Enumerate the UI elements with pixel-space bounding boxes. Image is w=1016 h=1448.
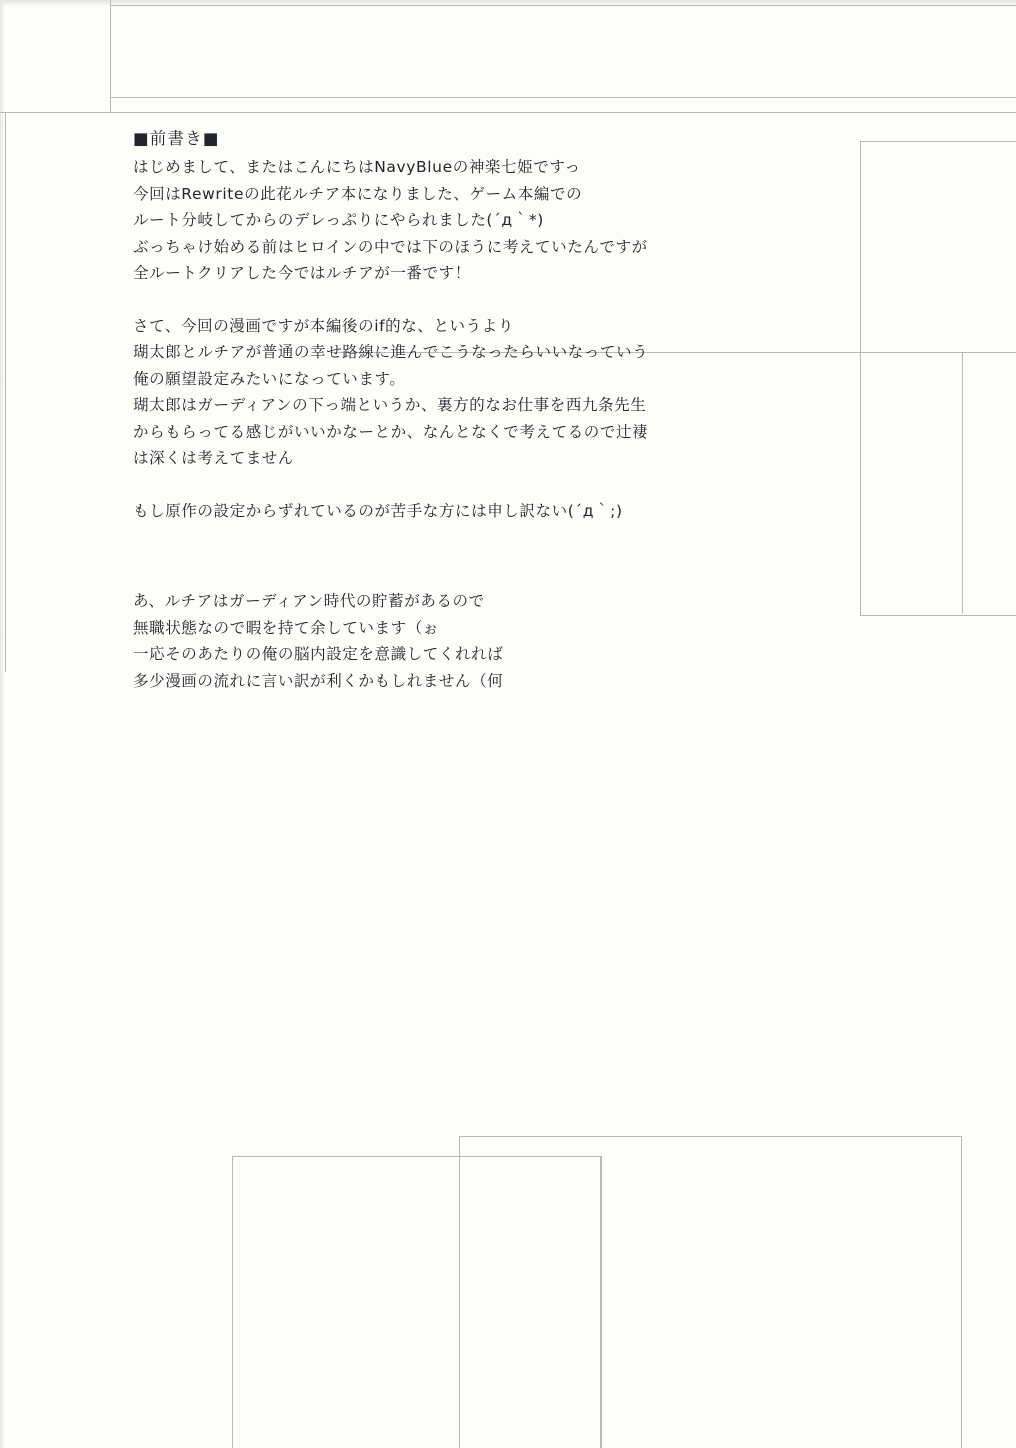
guide-line-horizontal-upper	[110, 97, 1016, 98]
paragraph-gap	[133, 524, 923, 588]
guide-line-vertical-bottom	[600, 1156, 601, 1448]
paragraph-gap	[133, 287, 923, 313]
afterword-line: 今回はRewriteの此花ルチア本になりました、ゲーム本編での	[133, 184, 583, 203]
afterword-line: あ、ルチアはガーディアン時代の貯蓄があるので	[133, 592, 485, 610]
guide-line-vertical-far-left	[5, 112, 6, 672]
afterword-section	[133, 126, 923, 694]
afterword-line: 瑚太郎とルチアが普通の幸せ路線に進んでこうなったらいいなっていう	[133, 343, 649, 361]
afterword-line: さて、今回の漫画ですが本編後のif的な、というより	[133, 316, 514, 335]
guide-box-bottom-right	[459, 1136, 962, 1448]
afterword-line: 俺の願望設定みたいになっています。	[133, 369, 406, 388]
afterword-line: 瑚太郎はガーディアンの下っ端というか、裏方的なお仕事を西九条先生	[133, 396, 647, 414]
guide-line-horizontal-top	[110, 5, 1016, 6]
afterword-line: 多少漫画の流れに言い訳が利くかもしれません（何	[133, 671, 504, 690]
afterword-line: からもらってる感じがいいかなーとか、なんとなくで考えてるので辻褄	[133, 422, 649, 441]
afterword-line: もし原作の設定からずれているのが苦手な方には申し訳ない(´д｀;)	[133, 501, 623, 520]
guide-line-vertical-left	[110, 0, 111, 112]
afterword-line: 全ルートクリアした今ではルチアが一番です！	[133, 264, 471, 282]
afterword-heading: ■前書き■	[133, 129, 220, 148]
afterword-line: ぶっちゃけ始める前はヒロインの中では下のほうに考えていたんですが	[133, 237, 648, 256]
afterword-line: はじめまして、またはこんにちはNavyBlueの神楽七姫ですっ	[133, 158, 581, 176]
afterword-line: は深くは考えてません	[133, 449, 295, 467]
afterword-line: ルート分岐してからのデレっぷりにやられました(´д｀*)	[133, 211, 544, 229]
guide-line-horizontal-band	[0, 112, 1016, 113]
paragraph-gap	[133, 472, 923, 498]
guide-line-vertical-right	[962, 352, 963, 614]
afterword-line: 無職状態なので暇を持て余しています（ぉ	[133, 618, 439, 637]
afterword-line: 一応そのあたりの俺の脳内設定を意識してくれれば	[133, 645, 504, 663]
